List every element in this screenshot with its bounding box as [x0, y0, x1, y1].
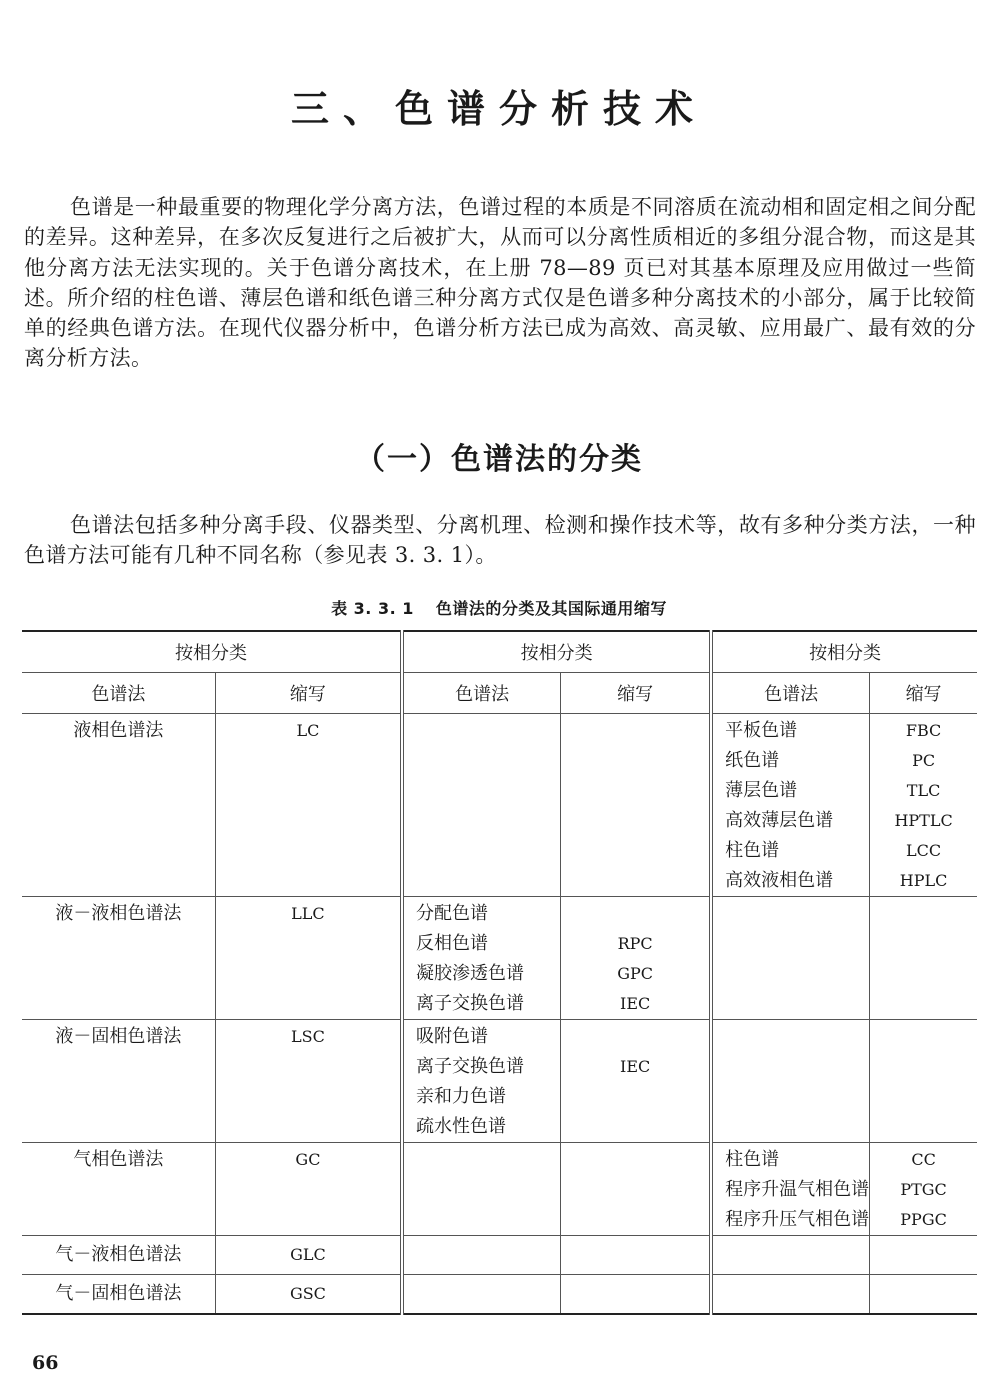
cell-line: 气相色谱法: [73, 1149, 164, 1170]
table-cell: [870, 1275, 977, 1315]
sub-header: 缩写: [561, 673, 712, 714]
sub-header: 色谱法: [711, 673, 870, 714]
table-cell: [215, 897, 402, 1020]
cell-line: LSC: [291, 1027, 325, 1046]
table-cell: [402, 714, 561, 897]
table-cell: [22, 1236, 215, 1275]
table-cell: [561, 1236, 712, 1275]
table-cell: [870, 897, 977, 1020]
cell-line: 液相色谱法: [73, 720, 164, 741]
cell-line: LC: [296, 721, 320, 740]
cell-line: PC: [912, 751, 936, 770]
cell-line: 高效液相色谱: [725, 870, 834, 891]
cell-line: 柱色谱: [725, 1149, 780, 1170]
cell-line: 分配色谱: [416, 903, 489, 924]
cell-line: LLC: [291, 904, 325, 923]
cell-line: 气－固相色谱法: [55, 1283, 182, 1304]
table-cell: [711, 1020, 870, 1143]
cell-line: PPGC: [900, 1210, 947, 1229]
section-paragraph: 色谱法包括多种分离手段、仪器类型、分离机理、检测和操作技术等，故有多种分类方法，一种色谱方法可能有几种不同名称（参见表 3. 3. 1）。: [24, 513, 976, 568]
cell-line: 平板色谱: [725, 720, 798, 741]
intro-paragraph: 色谱是一种最重要的物理化学分离方法，色谱过程的本质是不同溶质在流动相和固定相之间分配的差异。这种差异，在多次反复进行之后被扩大，从而可以分离性质相近的多组分混合物，而这是其他分离方法无法实现的。关于色谱分离技术，在上册 78—89 页已对其基本原理及应用做过一些简述。所介绍的柱色谱、薄层色谱和纸色谱三种分离方式仅是色谱多种分离技术的小部分，属于比较简单的经典色谱方法。在现代仪器分析中，色谱分析方法已成为高效、高灵敏、应用最广、最有效的分离分析方法。: [24, 195, 976, 371]
cell-line: 柱色谱: [725, 840, 780, 861]
cell-line: [561, 1082, 709, 1112]
cell-line: 薄层色谱: [725, 780, 798, 801]
cell-line: RPC: [617, 934, 653, 953]
table-cell: [561, 714, 712, 897]
group-header: 按相分类: [711, 631, 977, 673]
table-cell: [711, 1275, 870, 1315]
table-cell: [870, 1236, 977, 1275]
sub-header: 缩写: [870, 673, 977, 714]
sub-header: 色谱法: [402, 673, 561, 714]
table-cell: [870, 1020, 977, 1143]
cell-line: 亲和力色谱: [416, 1086, 507, 1107]
sub-header: 色谱法: [22, 673, 215, 714]
cell-line: CC: [911, 1150, 936, 1169]
cell-line: GC: [295, 1150, 321, 1169]
sub-header: 缩写: [215, 673, 402, 714]
cell-line: 程序升温气相色谱: [725, 1179, 870, 1200]
cell-line: [561, 1112, 709, 1142]
table-cell: [22, 897, 215, 1020]
cell-line: TLC: [906, 781, 941, 800]
table-cell: [215, 714, 402, 897]
table-cell: [215, 1143, 402, 1236]
cell-line: GLC: [290, 1245, 326, 1264]
table-caption-number: 表 3. 3. 1: [331, 599, 414, 618]
cell-line: 疏水性色谱: [416, 1116, 507, 1137]
table-cell: [215, 1020, 402, 1143]
cell-line: GPC: [617, 964, 654, 983]
cell-line: PTGC: [900, 1180, 947, 1199]
group-header: 按相分类: [402, 631, 711, 673]
table-row: [22, 714, 977, 897]
sub-header-row: [22, 673, 977, 714]
page-number: 66: [32, 1352, 59, 1374]
table-cell: [870, 714, 977, 897]
cell-line: GSC: [289, 1284, 326, 1303]
cell-line: LCC: [906, 841, 942, 860]
table-cell: [402, 1143, 561, 1236]
table-cell: [561, 1143, 712, 1236]
cell-line: 反相色谱: [416, 933, 489, 954]
cell-line: 程序升压气相色谱: [725, 1209, 870, 1230]
classification-table: [22, 630, 977, 1315]
table-cell: [215, 1236, 402, 1275]
table-cell: [561, 897, 712, 1020]
cell-line: IEC: [620, 994, 651, 1013]
table-cell: [711, 1236, 870, 1275]
table-cell: [215, 1275, 402, 1315]
cell-line: [561, 1022, 709, 1052]
cell-line: FBC: [905, 721, 942, 740]
table-row: [22, 1020, 977, 1143]
table-cell: [561, 1020, 712, 1143]
cell-line: 液－固相色谱法: [55, 1026, 182, 1047]
cell-line: 离子交换色谱: [416, 993, 525, 1014]
table-cell: [22, 714, 215, 897]
table-cell: [402, 1236, 561, 1275]
cell-line: 高效薄层色谱: [725, 810, 834, 831]
table-cell: [711, 897, 870, 1020]
table-cell: [22, 1020, 215, 1143]
table-cell: [402, 897, 561, 1020]
table-body: [22, 714, 977, 1315]
cell-line: 纸色谱: [725, 750, 780, 771]
group-header: 按相分类: [22, 631, 402, 673]
cell-line: 液－液相色谱法: [55, 903, 182, 924]
table-caption-text: 色谱法的分类及其国际通用缩写: [435, 599, 667, 618]
cell-line: 离子交换色谱: [416, 1056, 525, 1077]
cell-line: HPLC: [899, 871, 948, 890]
table-cell: [711, 1143, 870, 1236]
table-cell: [22, 1275, 215, 1315]
cell-line: HPTLC: [894, 811, 953, 830]
cell-line: 凝胶渗透色谱: [416, 963, 525, 984]
cell-line: [561, 899, 709, 929]
table-row: [22, 1236, 977, 1275]
cell-line: 气－液相色谱法: [55, 1244, 182, 1265]
table-row: [22, 1143, 977, 1236]
table-cell: [22, 1143, 215, 1236]
chapter-title: 三、色谱分析技术: [290, 87, 707, 131]
cell-line: IEC: [620, 1057, 651, 1076]
section-title: （一）色谱法的分类: [355, 442, 643, 477]
table-cell: [402, 1275, 561, 1315]
group-header-row: [22, 631, 977, 673]
table-cell: [561, 1275, 712, 1315]
table-cell: [402, 1020, 561, 1143]
table-cell: [870, 1143, 977, 1236]
table-cell: [711, 714, 870, 897]
table-caption: [0, 596, 998, 619]
cell-line: 吸附色谱: [416, 1026, 489, 1047]
table-row: [22, 897, 977, 1020]
table-row: [22, 1275, 977, 1315]
